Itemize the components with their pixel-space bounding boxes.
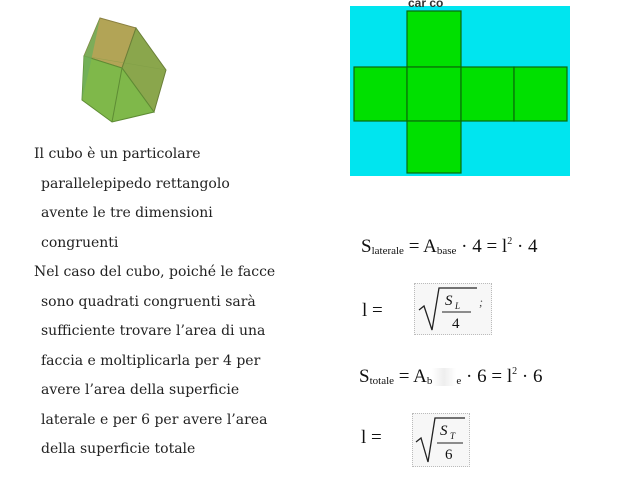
formula-text: · 4 = l: [456, 236, 508, 257]
sqrt-total: [413, 414, 469, 466]
text-line: parallelepipedo rettangolo: [41, 175, 230, 192]
formula-lateral-surface: [361, 236, 538, 258]
text-line: della superficie totale: [41, 441, 196, 457]
formula-root-lateral: [414, 283, 492, 335]
net-face-front: [407, 67, 461, 121]
cube-drawing: [62, 12, 178, 130]
net-face-back: [514, 67, 567, 121]
formula-subscript: totale: [369, 375, 395, 387]
formula-text: = A: [394, 366, 427, 387]
formula-total-surface: [359, 366, 542, 388]
formula-symbol: S: [359, 366, 370, 387]
net-top-label: car co: [408, 0, 444, 10]
sqrt-total-num-sub: T: [450, 431, 456, 441]
text-line: Nel caso del cubo, poiché le facce: [34, 264, 276, 280]
formula-smudge: [432, 368, 456, 386]
cube-image: [62, 12, 178, 130]
net-face-bottom: [407, 121, 461, 173]
text-line: sono quadrati congruenti sarà: [41, 293, 256, 310]
formula-root-total: [412, 413, 470, 467]
formula-subscript: b: [426, 375, 433, 387]
formula-exponent: 2: [507, 236, 513, 247]
formula-text: = A: [403, 236, 437, 257]
sqrt-lateral-num: S: [445, 293, 453, 309]
text-line: congruenti: [41, 234, 119, 251]
paragraph-definition: [34, 140, 304, 258]
sqrt-lateral: [415, 284, 491, 334]
formula-subscript: e: [456, 375, 462, 387]
cube-net-image: [350, 0, 570, 176]
text-line: avente le tre dimensioni: [41, 205, 213, 221]
formula-text: · 6: [517, 366, 543, 387]
net-face-top: [407, 11, 461, 67]
formula-exponent: 2: [512, 366, 518, 377]
text-line: laterale e per 6 per avere l’area: [41, 411, 268, 428]
text-line: Il cubo è un particolare: [34, 146, 201, 162]
text-line: faccia e moltiplicarla per 4 per: [41, 352, 261, 369]
description-text: [34, 140, 304, 465]
formula-text: · 6 = l: [461, 366, 513, 387]
text-line: avere l’area della superficie: [41, 382, 240, 398]
net-face-left: [354, 67, 407, 121]
formula-text: · 4: [512, 236, 538, 257]
formula-side-lateral-label: l =: [362, 300, 383, 321]
sqrt-lateral-den: 4: [452, 316, 460, 332]
formula-symbol: S: [361, 236, 372, 257]
text-line: sufficiente trovare l’area di una: [41, 323, 266, 339]
formula-subscript: laterale: [371, 245, 404, 257]
paragraph-method: [34, 258, 304, 465]
sqrt-total-den: 6: [445, 447, 453, 463]
net-face-right: [461, 67, 514, 121]
formula-side-total-label: l =: [361, 427, 382, 448]
cube-net-drawing: [350, 6, 570, 176]
sqrt-lateral-num-sub: L: [455, 301, 461, 311]
svg-text:;: ;: [479, 295, 483, 309]
sqrt-total-num: S: [440, 423, 448, 439]
formula-subscript: base: [436, 245, 457, 257]
